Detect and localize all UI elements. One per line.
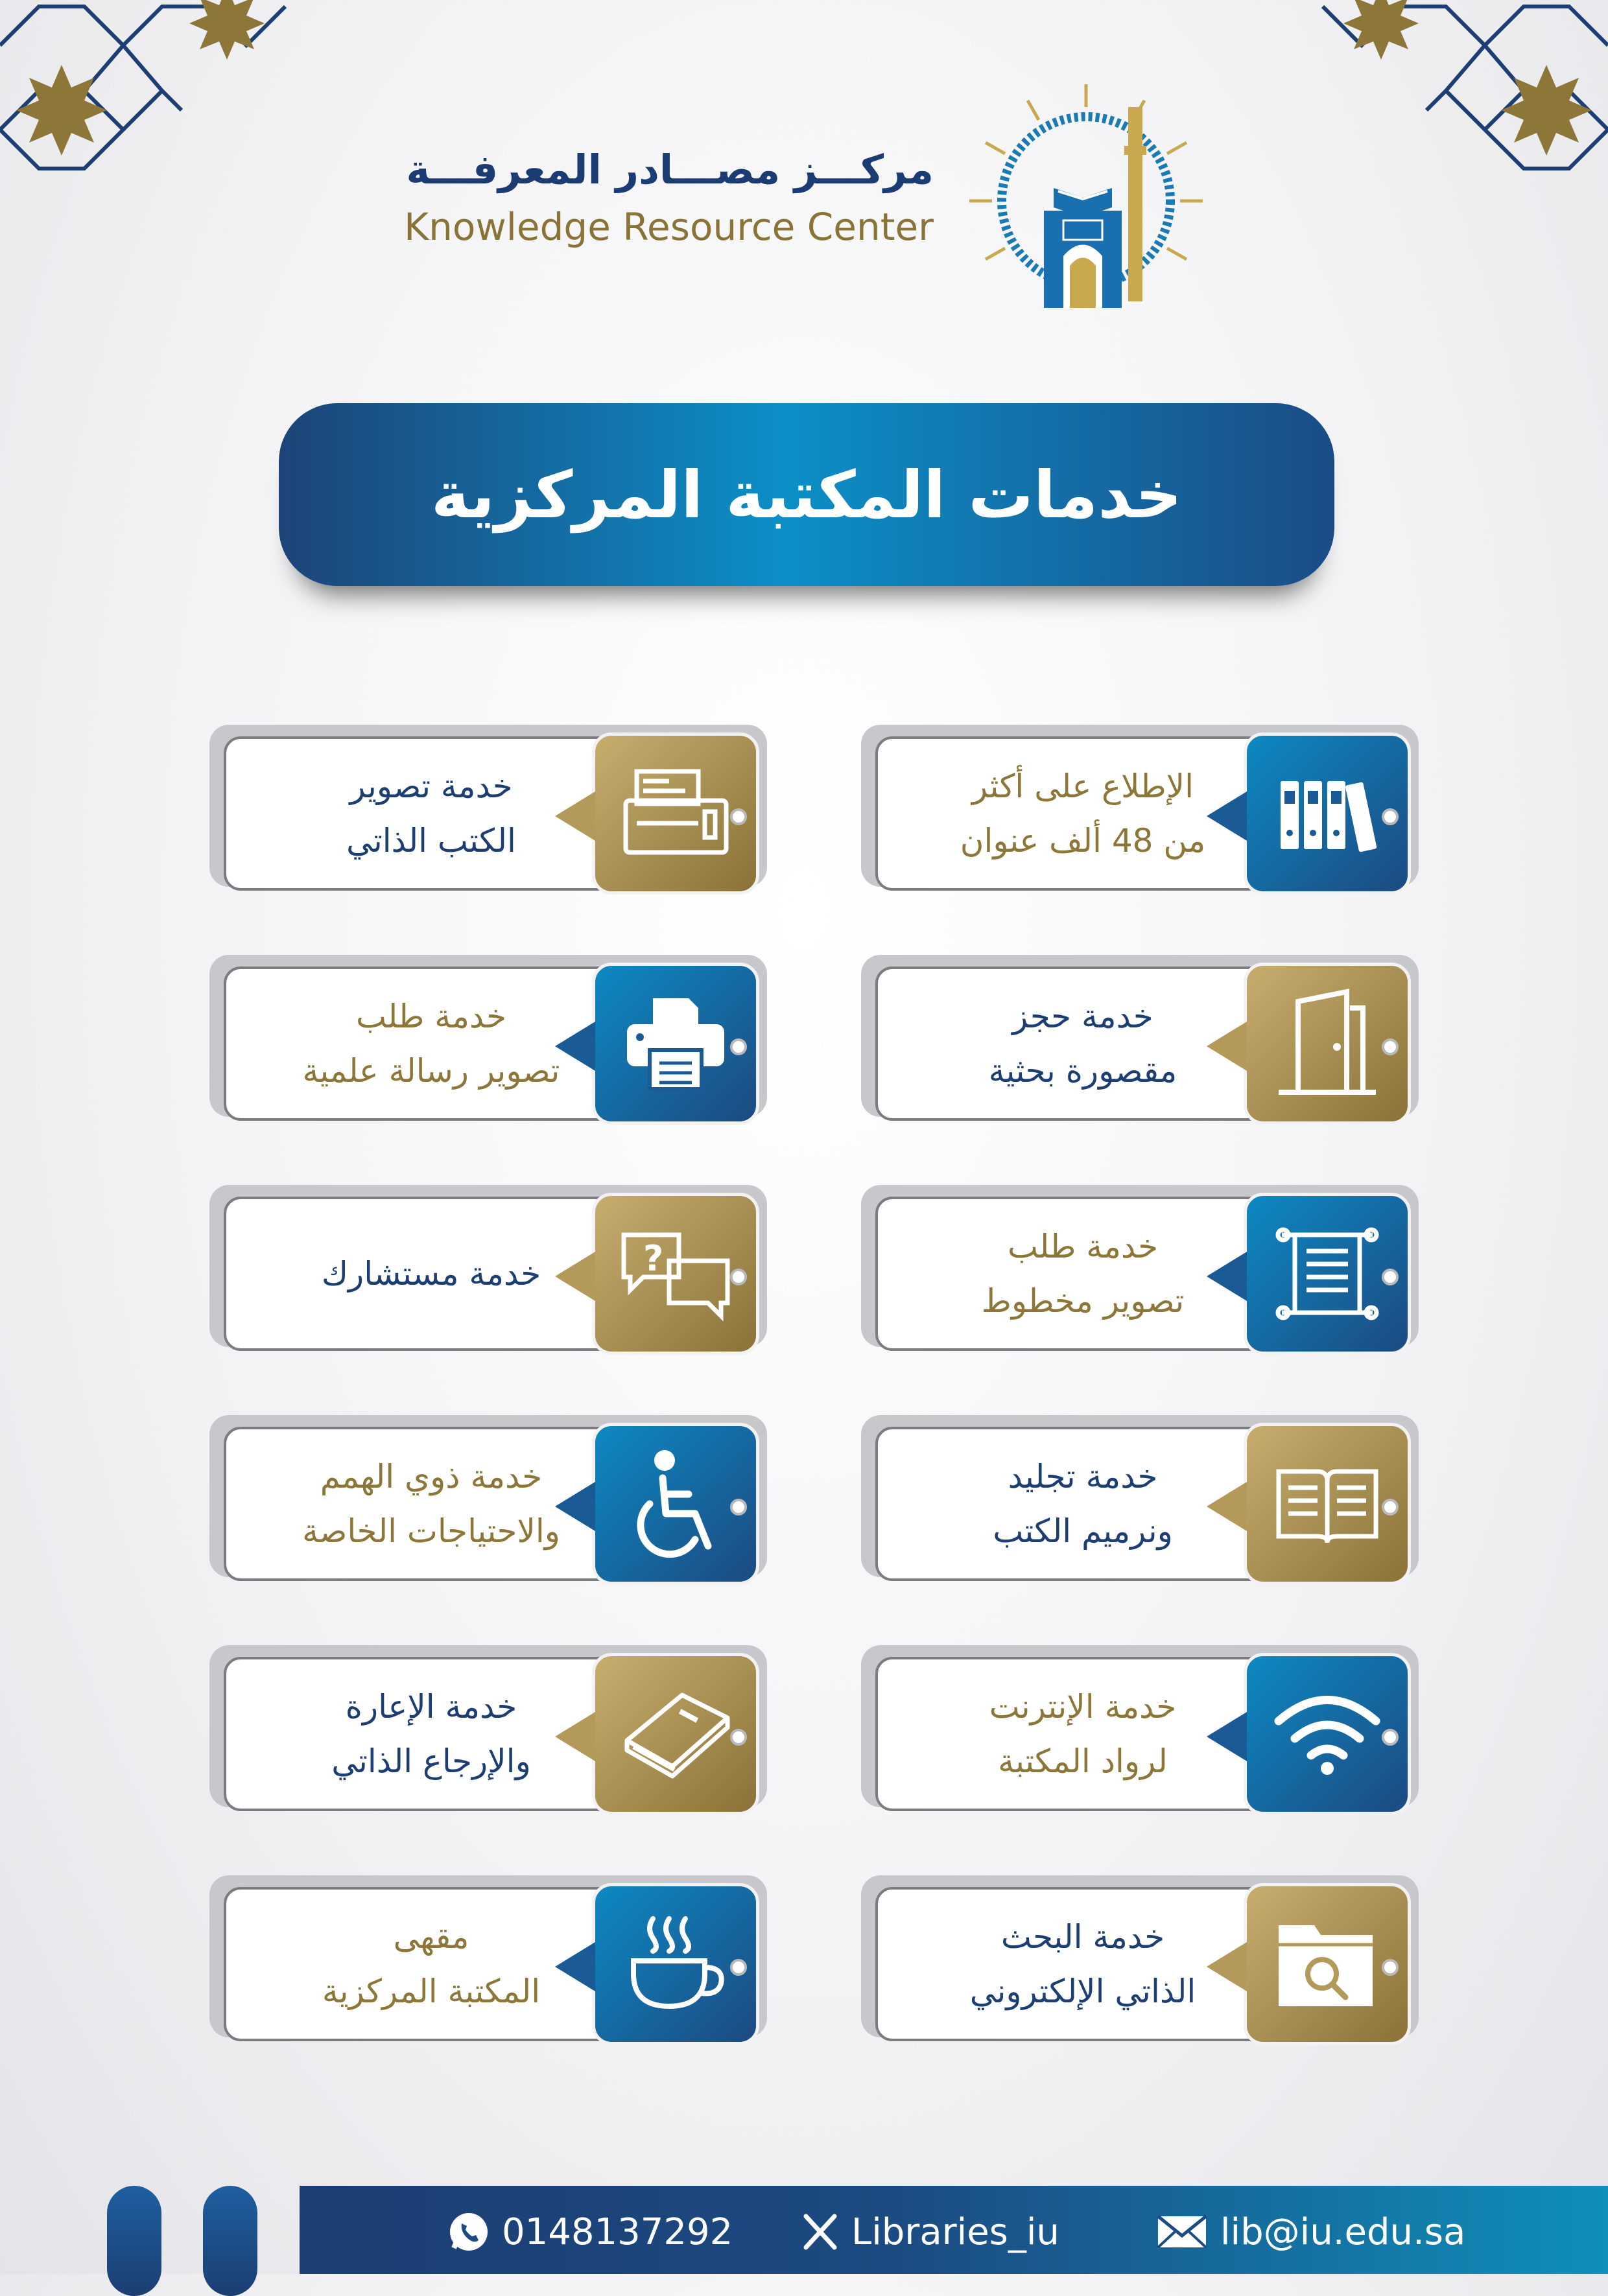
university-logo (966, 81, 1206, 321)
service-line1: خدمة الإنترنت (989, 1688, 1177, 1726)
email-icon (1155, 2212, 1209, 2251)
service-line1: خدمة ذوي الهمم (320, 1458, 543, 1495)
folder-search-icon (1275, 1919, 1379, 2009)
service-line2: مقصورة بحثية (988, 1052, 1177, 1090)
service-line1: مقهى (393, 1918, 469, 1956)
corner-pattern-right (1297, 0, 1608, 194)
service-line2: لرواد المكتبة (998, 1742, 1168, 1780)
service-line1: خدمة الإعارة (345, 1688, 517, 1726)
service-line2: الذاتي الإلكتروني (969, 1973, 1196, 2010)
coffee-cup-icon (624, 1912, 727, 2016)
title-banner (279, 403, 1334, 586)
footer-phone[interactable] (447, 2209, 733, 2255)
svg-text:?: ? (643, 1238, 664, 1279)
footer-email[interactable] (1155, 2209, 1465, 2255)
footer-x-account[interactable] (801, 2209, 1059, 2255)
service-card-binding[interactable] (875, 1427, 1426, 1603)
service-card-self-lending[interactable] (224, 1657, 775, 1833)
header (404, 146, 934, 249)
service-line1: خدمة حجز (1012, 998, 1153, 1035)
service-line1: خدمة البحث (1000, 1918, 1165, 1956)
service-card-advisor[interactable] (224, 1197, 775, 1373)
service-line2: تصوير مخطوط (981, 1282, 1185, 1320)
service-line2: والاحتياجات الخاصة (302, 1512, 560, 1550)
service-line2: تصوير رسالة علمية (302, 1052, 560, 1090)
footer-phone-text: 0148137292 (502, 2210, 733, 2253)
service-line1: خدمة طلب (1007, 1228, 1159, 1265)
closed-book-icon (617, 1689, 734, 1779)
banner-title: خدمات المكتبة المركزية (431, 456, 1183, 533)
wheelchair-icon (627, 1449, 724, 1559)
footer-x-handle: Libraries_iu (851, 2210, 1059, 2253)
door-icon (1272, 989, 1382, 1099)
service-line1: الإطلاع على أكثر (971, 767, 1194, 805)
service-line2: المكتبة المركزية (322, 1973, 541, 2010)
service-line1: خدمة تصوير (349, 767, 513, 805)
service-card-thesis-print[interactable] (224, 966, 775, 1143)
whatsapp-icon (447, 2210, 490, 2253)
service-card-titles[interactable] (875, 736, 1426, 913)
open-book-icon (1269, 1458, 1386, 1549)
corner-pattern-left (0, 0, 311, 194)
service-line1: خدمة مستشارك (321, 1255, 541, 1293)
binders-icon (1275, 771, 1379, 856)
service-line2: من 48 ألف عنوان (960, 822, 1206, 860)
x-logo-icon (801, 2212, 840, 2251)
service-card-booth[interactable] (875, 966, 1426, 1143)
service-card-accessibility[interactable] (224, 1427, 775, 1603)
service-card-self-scan[interactable] (224, 736, 775, 913)
chat-question-icon (617, 1225, 734, 1322)
service-card-manuscript[interactable] (875, 1197, 1426, 1373)
service-line2: والإرجاع الذاتي (331, 1742, 531, 1780)
service-line2: الكتب الذاتي (346, 822, 516, 860)
scroll-icon (1275, 1222, 1379, 1326)
service-line1: خدمة تجليد (1008, 1458, 1158, 1495)
service-card-cafe[interactable] (224, 1887, 775, 2063)
service-line2: ونرميم الكتب (993, 1512, 1173, 1550)
service-card-e-search[interactable] (875, 1887, 1426, 2063)
scanner-icon (621, 765, 731, 862)
header-english-title: Knowledge Resource Center (404, 205, 934, 249)
service-card-internet[interactable] (875, 1657, 1426, 1833)
footer-email-text: lib@iu.edu.sa (1220, 2210, 1466, 2253)
footer-decor-pill (203, 2186, 257, 2296)
printer-icon (624, 995, 727, 1092)
service-line1: خدمة طلب (355, 998, 507, 1035)
wifi-icon (1272, 1692, 1382, 1776)
footer-decor-pill (107, 2186, 161, 2296)
header-arabic-title: مركـــز مصـــادر المعرفـــة (406, 146, 934, 193)
